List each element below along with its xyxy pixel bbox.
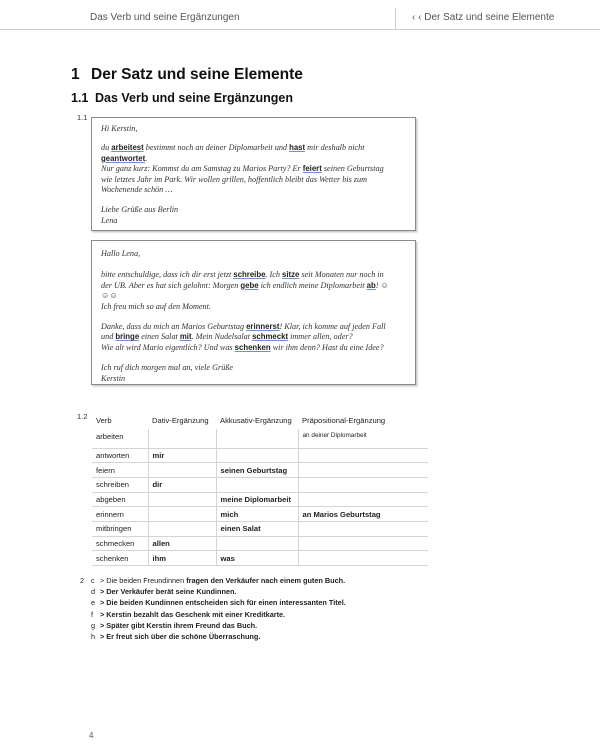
answer-text: > Die beiden Freundinnen fragen den Verkäufer nach einem guten Buch. (100, 576, 346, 585)
letter-greeting: Hallo Lena, (101, 249, 141, 258)
cell-akkusativ: einen Salat (216, 521, 298, 536)
running-header (0, 0, 600, 30)
table-row (92, 536, 428, 551)
table-row (92, 463, 428, 478)
cell-praep (298, 463, 428, 478)
cell-akkusativ: was (216, 551, 298, 566)
column-header-praep: Präpositional-Ergänzung (302, 416, 386, 425)
letter-line: Wie alt wird Mario eigentlich? Und was schenken wir ihm denn? Hast du eine Idee? (101, 342, 384, 352)
cell-dativ (148, 507, 216, 522)
cell-dativ: ihm (148, 551, 216, 566)
table-row (92, 492, 428, 507)
cell-praep (298, 551, 428, 566)
cell-dativ (148, 463, 216, 478)
letter-line: Danke, dass du mich an Marios Geburtstag erinnerst! Klar, ich komme auf jeden Fall (101, 322, 386, 332)
answer-letter: e (91, 598, 96, 608)
cell-akkusativ: mich (216, 507, 298, 522)
letter-line: und bringe einen Salat mit. Mein Nudelsalat schmeckt immer allen, oder? (101, 332, 353, 342)
table-row (92, 551, 428, 566)
answer-text: > Kerstin bezahlt das Geschenk mit einer Kreditkarte. (100, 609, 286, 619)
table-row (92, 521, 428, 536)
cell-praep (298, 536, 428, 551)
cell-verb: schmecken (92, 536, 148, 551)
letter-closing: Liebe Grüße aus Berlin (101, 205, 179, 215)
letter-kerstin (91, 240, 416, 385)
letter-line: bitte entschuldige, dass ich dir erst jetzt schreibe. Ich sitze seit Monaten nur noch in (101, 270, 384, 280)
section-heading (71, 91, 293, 105)
letter-line: der UB. Aber es hat sich gelohnt: Morgen gebe ich endlich meine Diplomarbeit ab! ☺ (101, 280, 389, 290)
cell-praep (298, 448, 428, 463)
answer-text: > Später gibt Kerstin ihrem Freund das Buch. (100, 620, 258, 630)
letter-signature: Lena (101, 215, 118, 225)
chapter-title: Der Satz und seine Elemente (91, 66, 303, 83)
cell-verb: arbeiten (92, 429, 148, 448)
running-header-chapter: ‹ ‹ Der Satz und seine Elemente (412, 12, 555, 23)
answer-text: > Die beiden Kundinnen entscheiden sich für einen interessanten Titel. (100, 598, 346, 608)
running-header-divider (395, 8, 396, 30)
letter-line: Ich freu mich so auf den Moment. (101, 301, 211, 311)
cell-verb: mitbringen (92, 521, 148, 536)
section-title: Das Verb und seine Ergänzungen (95, 91, 293, 105)
table-row (92, 477, 428, 492)
table-row (92, 429, 428, 448)
cell-dativ (148, 429, 216, 448)
cell-dativ (148, 521, 216, 536)
cell-verb: feiern (92, 463, 148, 478)
letter-greeting: Hi Kerstin, (101, 124, 138, 133)
answer-letter: h (91, 631, 96, 641)
cell-akkusativ: meine Diplomarbeit (216, 492, 298, 507)
letter-closing: Ich ruf dich morgen mal an, viele Grüße (101, 363, 234, 373)
cell-praep (298, 492, 428, 507)
cell-dativ (148, 492, 216, 507)
cell-praep: an deiner Diplomarbeit (298, 429, 428, 448)
page-number: 4 (89, 731, 94, 740)
verb-complement-table (92, 412, 428, 566)
cell-dativ: dir (148, 477, 216, 492)
cell-verb: schenken (92, 551, 148, 566)
letter-signature: Kerstin (101, 373, 126, 383)
letter-line: wie letztes Jahr im Park. Wir wollen grillen, hoffentlich bleibt das Wetter bis zum (101, 174, 367, 184)
cell-verb: schreiben (92, 477, 148, 492)
answer-letter: d (91, 587, 96, 597)
letter-line: Nur ganz kurz: Kommst du am Samstag zu Marios Party? Er feiert seinen Geburtstag (101, 164, 384, 174)
letter-line: geantwortet. (101, 153, 148, 163)
column-header-verb: Verb (96, 416, 112, 425)
cell-dativ: allen (148, 536, 216, 551)
table-row (92, 448, 428, 463)
cell-praep: an Marios Geburtstag (298, 507, 428, 522)
table-row (92, 507, 428, 522)
running-header-section: Das Verb und seine Ergänzungen (90, 12, 240, 23)
section-number: 1.1 (71, 91, 89, 105)
cell-praep (298, 521, 428, 536)
letter-line: ☺☺ (101, 291, 118, 301)
cell-akkusativ (216, 448, 298, 463)
answer-text: > Er freut sich über die schöne Überraschung. (100, 631, 261, 641)
letter-line: du arbeitest bestimmt noch an deiner Diplomarbeit und hast mir deshalb nicht (101, 143, 365, 153)
exercise-number-1-1: 1.1 (77, 113, 88, 122)
cell-akkusativ (216, 477, 298, 492)
cell-akkusativ (216, 536, 298, 551)
cell-akkusativ (216, 429, 298, 448)
cell-verb: erinnern (92, 507, 148, 522)
cell-praep (298, 477, 428, 492)
column-header-dativ: Dativ-Ergänzung (152, 416, 209, 425)
cell-verb: abgeben (92, 492, 148, 507)
answer-letter: g (91, 620, 96, 630)
answer-text: > Der Verkäufer berät seine Kundinnen. (100, 587, 237, 597)
letter-line: Wochenende schön … (101, 185, 173, 195)
chapter-number: 1 (71, 66, 80, 83)
letter-lena (91, 117, 416, 231)
cell-akkusativ: seinen Geburtstag (216, 463, 298, 478)
table-header-row (92, 412, 428, 429)
answer-letter: f (91, 609, 94, 619)
cell-verb: antworten (92, 448, 148, 463)
exercise-number-1-2: 1.2 (77, 412, 88, 421)
column-header-akkusativ: Akkusativ-Ergänzung (220, 416, 292, 425)
exercise-number-2: 2 (80, 576, 85, 585)
chapter-heading (71, 66, 303, 84)
answer-letter: c (91, 576, 95, 585)
cell-dativ: mir (148, 448, 216, 463)
